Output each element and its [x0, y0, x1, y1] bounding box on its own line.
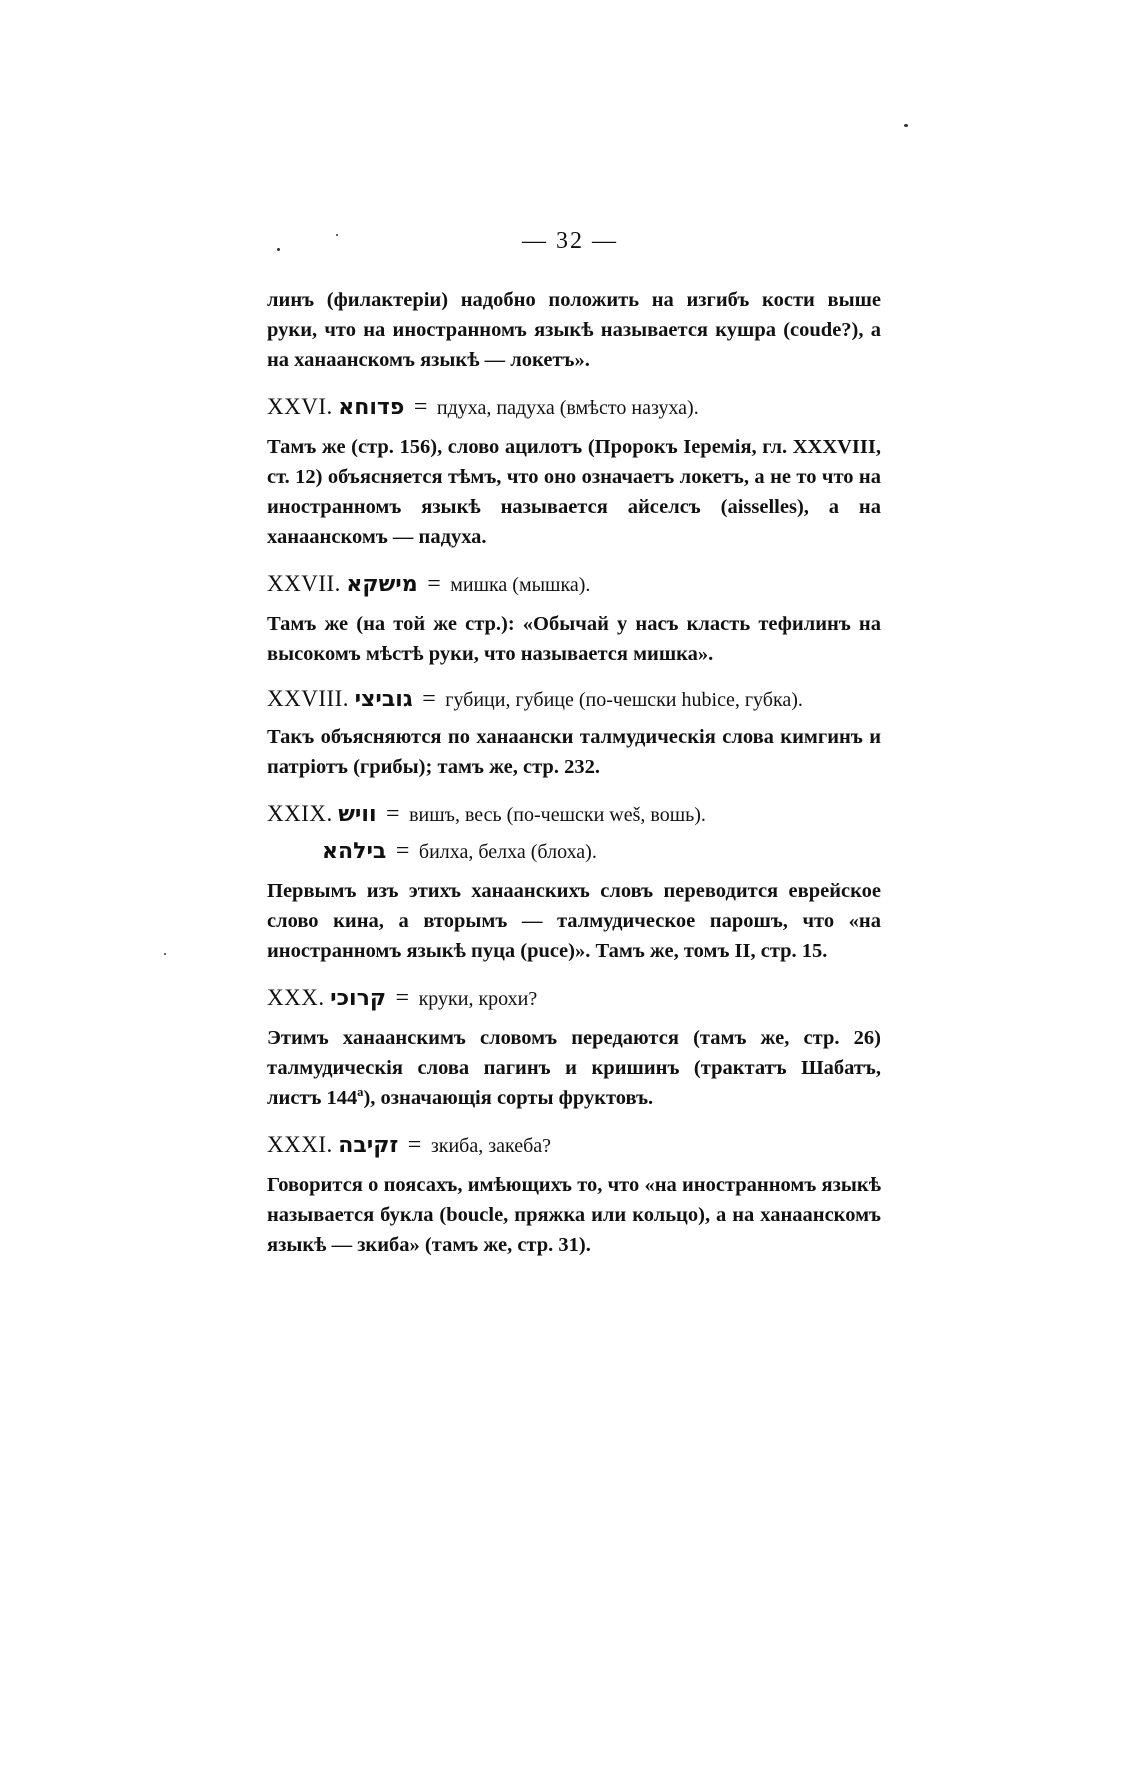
entry-paragraph-30: Этимъ ханаанскимъ словомъ передаются (тамъ же, стр. 26) талмудическія слова пагинъ и кришинъ (трактатъ Шабатъ, листъ 144ª), означающія сорты фруктовъ.	[267, 1027, 881, 1109]
entry-paragraph-26: Тамъ же (стр. 156), слово ацилотъ (Пророкъ Іеремія, гл. XXXVIII, ст. 12) объясняется тѣмъ, что оно означаетъ локетъ, а не то что на иностранномъ языкѣ называется айселсъ (aisselles), а на ханаанскомъ — падуха.	[267, 436, 881, 548]
entry-heading-29a	[267, 796, 881, 833]
scan-speck	[336, 234, 338, 236]
entry-heading-27	[267, 566, 881, 603]
equals-sign: =	[395, 838, 410, 864]
gloss: зкиба, закеба?	[430, 1135, 552, 1157]
hebrew-word: וויש	[338, 802, 377, 827]
page-body	[267, 285, 881, 1260]
equals-sign: =	[395, 985, 410, 1011]
hebrew-word: קרוכי	[330, 986, 387, 1011]
equals-sign: =	[407, 1132, 422, 1158]
scan-speck	[277, 248, 280, 251]
entry-heading-31	[267, 1127, 881, 1164]
entry-number: XXXI.	[267, 1132, 333, 1157]
entry-heading-26	[267, 389, 881, 426]
entry-paragraph-28: Такъ объясняются по ханаански талмудическія слова кимгинъ и патріотъ (грибы); тамъ же, стр. 232.	[267, 726, 881, 778]
equals-sign: =	[386, 801, 400, 827]
entry-heading-30	[267, 980, 881, 1017]
entry-paragraph-31: Говорится о поясахъ, имѣющихъ то, что «на иностранномъ языкѣ называется букла (boucle, пряжка или кольцо), а на ханаанскомъ языкѣ — зкиба» (тамъ же, стр. 31).	[267, 1174, 881, 1256]
entry-paragraph-27: Тамъ же (на той же стр.): «Обычай у насъ класть тефилинъ на высокомъ мѣстѣ руки, что называется мишка».	[267, 613, 881, 665]
gloss: губици, губице (по-чешски hubice, губка).	[445, 689, 803, 711]
entry-number: XXVI.	[267, 394, 333, 419]
entry-number: XXVII.	[267, 571, 341, 596]
equals-sign: =	[413, 394, 428, 420]
scan-speck	[904, 124, 908, 127]
gloss: вишъ, весь (по-чешски weš, вошь).	[409, 804, 706, 826]
hebrew-word: גוביצי	[354, 687, 413, 712]
entry-number: XXIX.	[267, 801, 333, 826]
entry-number: XXVIII.	[267, 686, 350, 711]
equals-sign: =	[427, 571, 441, 597]
gloss: билха, белха (блоха).	[418, 841, 597, 863]
hebrew-word: בילהא	[322, 839, 387, 864]
gloss: мишка (мышка).	[450, 574, 591, 596]
intro-paragraph: линъ (филактеріи) надобно положить на изгибъ кости выше руки, что на иностранномъ языкѣ называется кушра (coude?), а на ханаанскомъ языкѣ — локетъ».	[267, 289, 881, 371]
scan-speck	[164, 953, 166, 955]
hebrew-word: זקיבה	[338, 1133, 399, 1158]
hebrew-word: פדוחא	[338, 395, 405, 420]
gloss: пдуха, падуха (вмѣсто назуха).	[436, 397, 699, 419]
entry-heading-29b	[267, 833, 881, 870]
page-number: — 32 —	[522, 228, 618, 254]
gloss: круки, крохи?	[418, 988, 538, 1010]
entry-heading-28	[267, 683, 881, 716]
hebrew-word: מישקא	[346, 572, 418, 597]
entry-paragraph-29: Первымъ изъ этихъ ханаанскихъ словъ переводится еврейское слово кина, а вторымъ — талмудическое парошъ, что «на иностранномъ языкѣ пуца (puce)». Тамъ же, томъ II, стр. 15.	[267, 880, 881, 962]
entry-number: XXX.	[267, 985, 325, 1010]
equals-sign: =	[422, 686, 436, 712]
